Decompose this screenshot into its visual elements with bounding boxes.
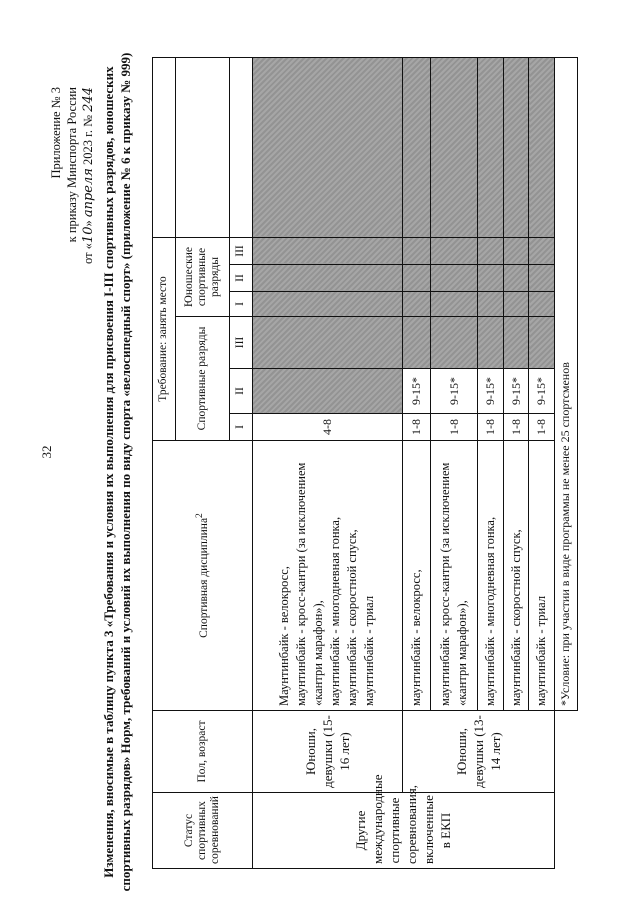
page-number: 32 (39, 445, 54, 459)
competition-status: Другие международные спортивные соревнования, включенные в ЕКП (252, 793, 554, 869)
rank-2-value: 9-15* (431, 369, 478, 414)
shaded-cell (252, 58, 403, 238)
rank-1-value: 1-8 (529, 414, 555, 441)
discipline-item: Маунтинбайк - велокросс, (277, 566, 292, 706)
shaded-cell (529, 292, 555, 317)
header-status: Статус спортивных соревнований (153, 793, 253, 869)
shaded-cell (403, 237, 431, 264)
rank-1-value: 1-8 (403, 414, 431, 441)
shaded-cell (431, 292, 478, 317)
discipline-item: маунтинбайк - скоростной спуск, (345, 529, 360, 706)
group-1-rank-1-value: 4-8 (252, 414, 403, 441)
shaded-cell (431, 58, 478, 238)
shaded-cell (478, 292, 504, 317)
header-rank-1: I (229, 414, 252, 441)
shaded-cell (478, 317, 504, 369)
shaded-cell (503, 265, 529, 292)
rank-1-value: 1-8 (431, 414, 478, 441)
rank-2-value: 9-15* (403, 369, 431, 414)
empty-header-cell (153, 58, 176, 238)
rotated-page-content (46, 49, 586, 895)
header-rank-3: III (229, 317, 252, 369)
appendix-date-line (80, 87, 97, 264)
sex-age-group-1: Юноши, девушки (15-16 лет) (252, 711, 403, 793)
document-heading: Изменения, вносимые в таблицу пункта 3 «Требования и условия их выполнения для присвоения I-III спортивных разрядов, юношеских спортивных разрядов» Норм, требований и условий их выполнения по виду спорта «велосипедный спорт» (приложение № 6 к приказу № 999) (101, 52, 133, 892)
discipline-item: маунтинбайк - кросс-кантри (за исключением «кантри марафон»), (294, 462, 326, 706)
empty-footer-cell (554, 711, 577, 869)
header-youth-rank-1: I (229, 292, 252, 317)
shaded-cell (403, 58, 431, 238)
header-rank-2: II (229, 369, 252, 414)
rank-1-value: 1-8 (503, 414, 529, 441)
shaded-cell (252, 237, 403, 264)
handwritten-number: 244 (81, 87, 96, 112)
shaded-cell (478, 58, 504, 238)
header-youth-rank-2: II (229, 265, 252, 292)
shaded-cell (403, 292, 431, 317)
shaded-cell (529, 265, 555, 292)
discipline-row: маунтинбайк - триал (529, 441, 555, 711)
shaded-cell (431, 237, 478, 264)
discipline-list-group-1 (252, 441, 403, 711)
shaded-cell (403, 265, 431, 292)
shaded-cell (503, 237, 529, 264)
shaded-cell (478, 265, 504, 292)
handwritten-day: 10 (81, 226, 96, 244)
shaded-cell (529, 237, 555, 264)
shaded-cell (503, 317, 529, 369)
header-discipline-text: Спортивная дисциплина (198, 517, 211, 638)
date-mid: » (81, 220, 95, 227)
shaded-cell (529, 58, 555, 238)
empty-header-cell (229, 58, 252, 238)
header-youth-rank-3: III (229, 237, 252, 264)
header-youth-ranks: Юношеские спортивные разряды (175, 237, 229, 316)
shaded-cell (252, 265, 403, 292)
shaded-cell (252, 317, 403, 369)
shaded-cell (252, 292, 403, 317)
shaded-cell (252, 369, 403, 414)
header-requirement: Требование: занять место (153, 237, 176, 440)
sex-age-group-2: Юноши, девушки (13-14 лет) (403, 711, 555, 793)
discipline-row: маунтинбайк - кросс-кантри (за исключением «кантри марафон»), (431, 441, 478, 711)
discipline-row: маунтинбайк - скоростной спуск, (503, 441, 529, 711)
footnote-condition: *Условие: при участии в виде программы не менее 25 спортсменов (554, 58, 577, 711)
requirements-table (152, 57, 578, 869)
shaded-cell (503, 58, 529, 238)
discipline-row: маунтинбайк - велокросс, (403, 441, 431, 711)
shaded-cell (403, 317, 431, 369)
appendix-order: к приказу Минспорта России (65, 87, 79, 243)
footnote-marker: 2 (194, 513, 206, 518)
shaded-cell (503, 292, 529, 317)
header-sport-ranks: Спортивные разряды (175, 317, 229, 441)
appendix-title: Приложение № 3 (49, 87, 63, 179)
header-discipline (153, 441, 253, 711)
rank-1-value: 1-8 (478, 414, 504, 441)
rank-2-value: 9-15* (503, 369, 529, 414)
appendix-header (48, 87, 97, 264)
handwritten-month: апреля (81, 168, 96, 218)
shaded-cell (478, 237, 504, 264)
date-prefix: от « (81, 243, 95, 264)
year-text: 2023 г. № (81, 114, 95, 165)
discipline-item: маунтинбайк - многодневная гонка, (328, 516, 343, 706)
shaded-cell (529, 317, 555, 369)
rank-2-value: 9-15* (529, 369, 555, 414)
shaded-cell (431, 265, 478, 292)
shaded-cell (431, 317, 478, 369)
discipline-row: маунтинбайк - многодневная гонка, (478, 441, 504, 711)
rank-2-value: 9-15* (478, 369, 504, 414)
discipline-item: маунтинбайк - триал (362, 595, 377, 706)
empty-header-cell (175, 58, 229, 238)
header-sex-age: Пол, возраст (153, 711, 253, 793)
